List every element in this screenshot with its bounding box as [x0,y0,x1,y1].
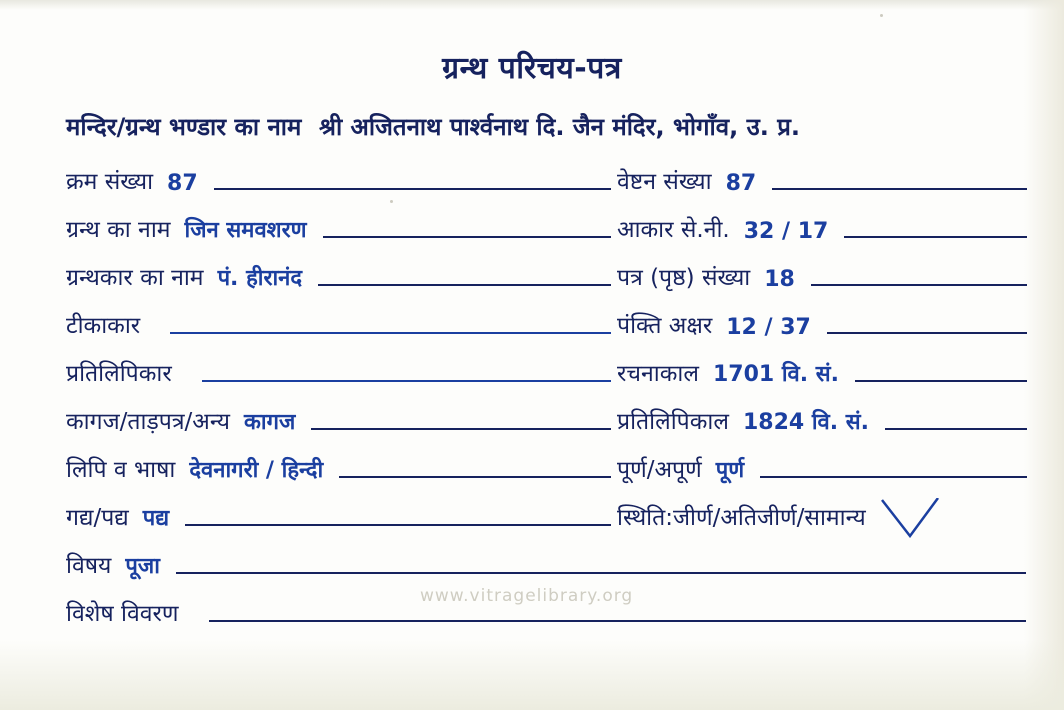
field-kram-sankhya[interactable] [66,160,611,196]
form-row [0,256,1064,304]
field-value: पूर्ण [715,458,745,483]
field-underline [176,572,1026,574]
watermark-text: www.vitragelibrary.org [420,586,634,606]
field-underline [323,236,611,238]
field-underline [170,332,611,334]
field-underline [772,188,1027,190]
field-underline [811,284,1027,286]
form-row [0,544,1064,592]
field-kagaj-tadpatra-anya[interactable] [66,400,611,436]
field-label: आकार से.नी. [617,217,730,243]
field-underline [209,620,1026,622]
field-rachnakaal[interactable] [617,352,1027,388]
paper-edge-bottom [0,640,1064,710]
field-label: लिपि व भाषा [66,457,176,483]
temple-name-value: श्री अजितनाथ पार्श्वनाथ दि. जैन मंदिर, भोगाँव, उ. प्र. [318,113,800,141]
field-label: वेष्टन संख्या [617,169,712,195]
field-value: 1701 वि. सं. [712,362,840,387]
field-value: देवनागरी / हिन्दी [189,458,324,483]
field-underline [339,476,611,478]
field-lipi-va-bhasha[interactable] [66,448,611,484]
field-value: 12 / 37 [726,315,811,340]
field-label: विषय [66,553,112,579]
field-value: पं. हीरानंद [217,266,303,291]
field-underline [885,428,1027,430]
field-label: रचनाकाल [617,361,699,387]
field-sthiti[interactable] [617,496,1027,532]
field-label: गद्य/पद्य [66,505,129,531]
field-granth-ka-naam[interactable] [66,208,611,244]
form-row [0,352,1064,400]
temple-name-row [66,110,1026,143]
field-label: पंक्ति अक्षर [617,313,713,339]
field-underline [844,236,1027,238]
form-row [0,400,1064,448]
field-underline [318,284,611,286]
field-value: पूजा [125,554,160,579]
field-label: कागज/ताड़पत्र/अन्य [66,409,230,435]
temple-name-label: मन्दिर/ग्रन्थ भण्डार का नाम [66,113,302,141]
field-label: पत्र (पृष्ठ) संख्या [617,265,751,291]
field-vishay[interactable] [66,544,1026,580]
paper-edge-top [0,0,1064,10]
page-title: ग्रन्थ परिचय-पत्र [442,51,622,86]
field-value: जिन समवशरण [184,218,307,243]
field-label: ग्रन्थकार का नाम [66,265,204,291]
field-underline [311,428,611,430]
field-label: विशेष विवरण [66,601,179,627]
field-value: 87 [725,171,757,196]
field-value: कागज [243,410,296,435]
field-label: क्रम संख्या [66,169,154,195]
form-fields [0,160,1064,640]
field-label: प्रतिलिपिकाल [617,409,729,435]
paper-speck [880,14,883,17]
field-purn-apurn[interactable] [617,448,1027,484]
field-pratilipikar[interactable] [66,352,611,388]
field-underline [185,524,611,526]
field-tikakar[interactable] [66,304,611,340]
field-patra-sankhya[interactable] [617,256,1027,292]
field-veshtan-sankhya[interactable] [617,160,1027,196]
field-underline [827,332,1027,334]
field-label: स्थिति:जीर्ण/अतिजीर्ण/सामान्य [617,505,866,531]
field-granthkar-ka-naam[interactable] [66,256,611,292]
form-row [0,208,1064,256]
field-label: ग्रन्थ का नाम [66,217,171,243]
field-value: 87 [167,171,198,196]
form-row [0,304,1064,352]
field-value: पद्य [142,506,170,531]
form-row [0,448,1064,496]
field-gadya-padya[interactable] [66,496,611,532]
field-pankti-akshar[interactable] [617,304,1027,340]
field-underline [855,380,1027,382]
field-label: टीकाकार [66,313,141,339]
field-label: पूर्ण/अपूर्ण [617,457,702,483]
form-row [0,160,1064,208]
field-aakar[interactable] [617,208,1027,244]
field-value: 1824 वि. सं. [742,410,870,435]
field-underline [760,476,1027,478]
field-value: 32 / 17 [743,219,829,244]
field-underline [202,380,611,382]
field-underline [214,188,611,190]
field-pratilipikaal[interactable] [617,400,1027,436]
form-row [0,496,1064,544]
field-value: 18 [764,267,795,292]
field-label: प्रतिलिपिकार [66,361,172,387]
